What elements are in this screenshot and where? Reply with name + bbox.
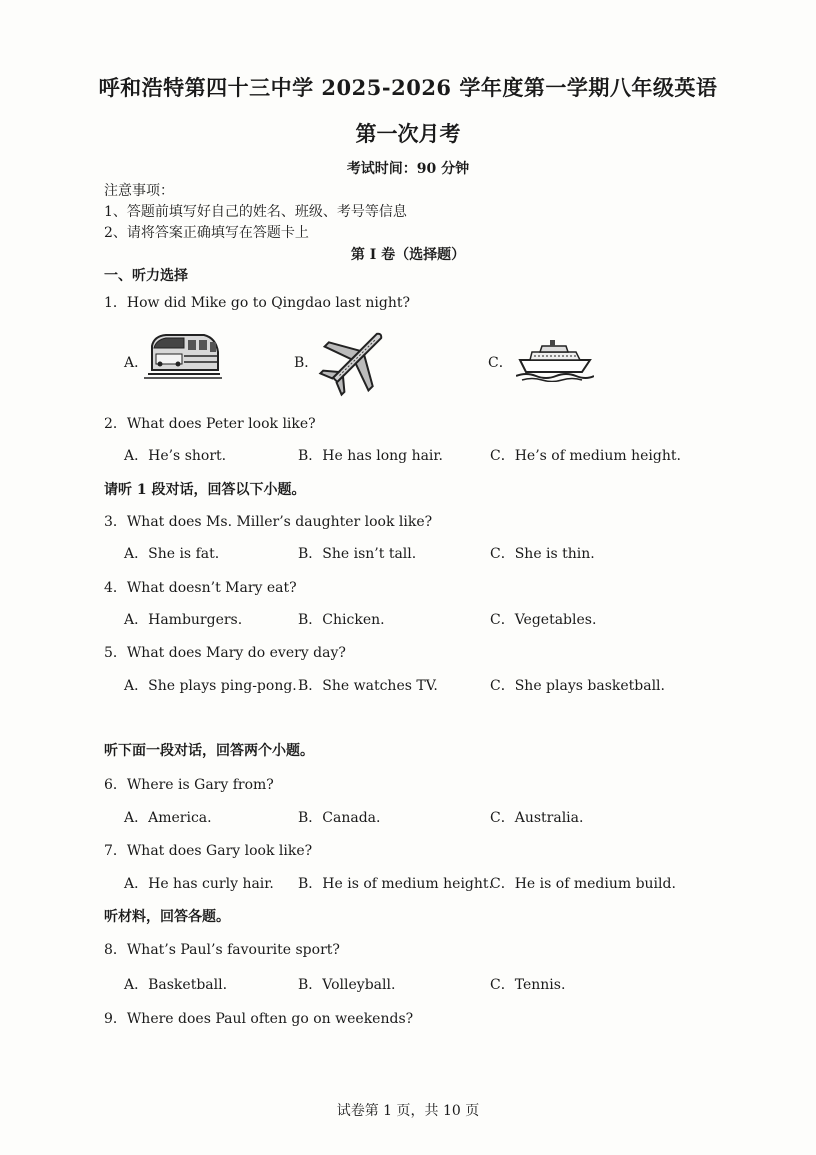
option-label-c: C． [488, 355, 513, 371]
option-a: A．Basketball. [124, 977, 228, 993]
page-footer: 试卷第 1 页，共 10 页 [336, 1103, 480, 1119]
question-1: 1．How did Mike go to Qingdao last night? [104, 295, 411, 311]
option-b: B．Volleyball. [298, 977, 396, 993]
option-c: C．He is of medium build. [490, 876, 676, 892]
notes-heading: 注意事项： [104, 183, 174, 199]
ship-icon [516, 336, 594, 382]
listening-instruction: 请听 1 段对话，回答以下小题。 [104, 482, 306, 498]
question-7: 7．What does Gary look like? [104, 843, 313, 859]
option-a: A．He has curly hair. [124, 876, 274, 892]
option-b: B．He has long hair. [298, 448, 444, 464]
option-a: A．America. [124, 810, 212, 826]
note-item: 1、答题前填写好自己的姓名、班级、考号等信息 [104, 204, 407, 220]
question-6: 6．Where is Gary from? [104, 777, 274, 793]
exam-title: 呼和浩特第四十三中学 2025-2026 学年度第一学期八年级英语 [98, 75, 718, 100]
option-label-b: B． [294, 355, 319, 371]
exam-time: 考试时间：90 分钟 [346, 161, 470, 177]
option-a: A．He’s short. [124, 448, 227, 464]
exam-subtitle: 第一次月考 [355, 121, 461, 146]
option-b: B．Canada. [298, 810, 381, 826]
option-b: B．Chicken. [298, 612, 385, 628]
question-8: 8．What’s Paul’s favourite sport? [104, 942, 340, 958]
note-item: 2、请将答案正确填写在答题卡上 [104, 225, 309, 241]
option-a: A．She is fat. [124, 546, 220, 562]
option-label-a: A． [124, 355, 149, 371]
train-icon [144, 330, 222, 380]
option-c: C．Vegetables. [490, 612, 597, 628]
question-5: 5．What does Mary do every day? [104, 645, 346, 661]
question-3: 3．What does Ms. Miller’s daughter look like? [104, 514, 433, 530]
question-9: 9．Where does Paul often go on weekends? [104, 1011, 414, 1027]
volume-title: 第 I 卷（选择题） [350, 247, 466, 263]
listening-instruction: 听下面一段对话，回答两个小题。 [104, 743, 314, 759]
question-2: 2．What does Peter look like? [104, 416, 316, 432]
option-c: C．She is thin. [490, 546, 595, 562]
section-heading: 一、听力选择 [104, 268, 188, 284]
airplane-icon [318, 322, 392, 398]
option-b: B．She isn’t tall. [298, 546, 417, 562]
option-b: B．He is of medium height. [298, 876, 493, 892]
option-c: C．Australia. [490, 810, 584, 826]
option-a: A．She plays ping-pong. [124, 678, 297, 694]
option-a: A．Hamburgers. [124, 612, 243, 628]
option-c: C．She plays basketball. [490, 678, 665, 694]
listening-instruction: 听材料，回答各题。 [104, 909, 230, 925]
option-c: C．He’s of medium height. [490, 448, 681, 464]
option-b: B．She watches TV. [298, 678, 438, 694]
question-4: 4．What doesn’t Mary eat? [104, 580, 297, 596]
option-c: C．Tennis. [490, 977, 566, 993]
